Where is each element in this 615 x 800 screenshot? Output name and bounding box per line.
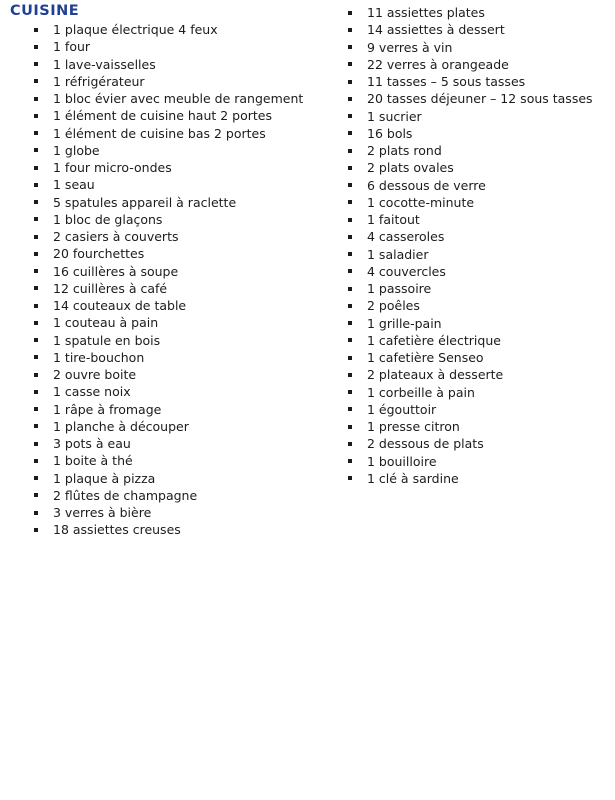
square-bullet-icon (34, 407, 38, 411)
list-item-text: 1 seau (53, 177, 95, 193)
list-item (348, 39, 593, 56)
square-bullet-icon (348, 407, 352, 411)
square-bullet-icon (348, 476, 352, 480)
square-bullet-icon (348, 287, 352, 291)
square-bullet-icon (34, 373, 38, 377)
list-item-text: 2 plats ovales (367, 160, 454, 176)
list-item-text: 14 couteaux de table (53, 298, 187, 313)
list-item (348, 401, 593, 418)
list-item (348, 108, 593, 125)
list-item-text: 1 cafetière Senseo (367, 350, 484, 365)
square-bullet-icon (34, 200, 38, 204)
list-item (34, 211, 303, 228)
list-item (348, 4, 593, 21)
list-item-text: 1 plaque électrique 4 feux (53, 22, 218, 37)
list-item-text: 1 planche à découper (53, 418, 189, 434)
square-bullet-icon (348, 459, 352, 463)
list-item (34, 21, 303, 38)
list-item-text: 11 tasses – 5 sous tasses (367, 74, 526, 89)
list-item (34, 383, 303, 400)
square-bullet-icon (348, 166, 352, 170)
square-bullet-icon (348, 28, 352, 32)
square-bullet-icon (34, 304, 38, 308)
list-item-text: 2 ouvre boite (53, 367, 137, 382)
list-item (34, 504, 303, 521)
list-item (34, 418, 303, 435)
square-bullet-icon (348, 321, 352, 325)
list-item-text: 1 passoire (367, 281, 432, 296)
list-item (34, 349, 303, 366)
list-item (34, 366, 303, 383)
square-bullet-icon (348, 218, 352, 222)
square-bullet-icon (348, 131, 352, 135)
list-item (34, 470, 303, 487)
list-item-text: 1 bloc évier avec meuble de rangement (53, 91, 304, 106)
list-item-text: 16 bols (367, 125, 413, 141)
square-bullet-icon (348, 114, 352, 118)
list-item-text: 9 verres à vin (367, 39, 453, 55)
square-bullet-icon (34, 28, 38, 32)
square-bullet-icon (34, 79, 38, 83)
list-item-text: 1 four micro-ondes (53, 160, 172, 175)
square-bullet-icon (348, 373, 352, 377)
list-item-text: 1 four (53, 39, 91, 55)
list-item (34, 280, 303, 297)
square-bullet-icon (34, 424, 38, 428)
list-item (348, 435, 593, 452)
square-bullet-icon (348, 149, 352, 153)
list-item (348, 90, 593, 107)
square-bullet-icon (348, 304, 352, 308)
list-item (348, 228, 593, 245)
list-item-text: 1 casse noix (53, 384, 131, 400)
square-bullet-icon (34, 442, 38, 446)
square-bullet-icon (348, 183, 352, 187)
list-item-text: 1 bouilloire (367, 453, 437, 469)
square-bullet-icon (348, 80, 352, 84)
list-item (348, 211, 593, 228)
list-item-text: 1 bloc de glaçons (53, 211, 163, 227)
square-bullet-icon (34, 321, 38, 325)
list-item (34, 176, 303, 193)
list-item (348, 280, 593, 297)
list-item-text: 20 fourchettes (53, 246, 145, 262)
square-bullet-icon (34, 252, 38, 256)
list-item-text: 1 clé à sardine (367, 470, 459, 486)
list-item (348, 349, 593, 366)
list-item-text: 1 plaque à pizza (53, 470, 156, 486)
list-item-text: 1 cafetière électrique (367, 332, 501, 348)
list-item-text: 1 couteau à pain (53, 315, 159, 331)
square-bullet-icon (348, 338, 352, 342)
list-item (348, 246, 593, 263)
list-item-text: 1 lave-vaisselles (53, 56, 156, 72)
list-item (348, 73, 593, 90)
list-item-text: 1 faitout (367, 212, 420, 227)
list-item (34, 125, 303, 142)
list-item (348, 366, 593, 383)
list-item (348, 177, 593, 194)
list-item (34, 263, 303, 280)
list-item-text: 20 tasses déjeuner – 12 sous tasses (367, 91, 593, 107)
list-item-text: 3 verres à bière (53, 505, 152, 520)
list-item (348, 21, 593, 38)
square-bullet-icon (34, 148, 38, 152)
list-item (34, 297, 303, 314)
list-item (34, 38, 303, 55)
list-item (348, 263, 593, 280)
list-item-text: 2 plats rond (367, 143, 442, 158)
square-bullet-icon (34, 476, 38, 480)
list-item-text: 2 plateaux à desserte (367, 367, 504, 383)
list-item-text: 1 grille-pain (367, 315, 442, 331)
square-bullet-icon (34, 459, 38, 463)
inventory-list-left-column (34, 21, 303, 539)
square-bullet-icon (34, 97, 38, 101)
list-item-text: 1 globe (53, 142, 100, 158)
square-bullet-icon (348, 45, 352, 49)
square-bullet-icon (34, 269, 38, 273)
list-item (348, 125, 593, 142)
list-item-text: 1 réfrigérateur (53, 73, 145, 89)
list-item-text: 12 cuillères à café (53, 280, 168, 296)
square-bullet-icon (348, 200, 352, 204)
square-bullet-icon (348, 269, 352, 273)
list-item-text: 1 élément de cuisine haut 2 portes (53, 108, 273, 124)
square-bullet-icon (348, 97, 352, 101)
square-bullet-icon (34, 493, 38, 497)
list-item (348, 470, 593, 487)
list-item (34, 332, 303, 349)
list-item (348, 56, 593, 73)
square-bullet-icon (34, 511, 38, 515)
list-item (34, 435, 303, 452)
square-bullet-icon (34, 45, 38, 49)
list-item-text: 5 spatules appareil à raclette (53, 194, 237, 210)
list-item (34, 401, 303, 418)
list-item (34, 245, 303, 262)
list-item (34, 90, 303, 107)
list-item-text: 1 égouttoir (367, 401, 437, 417)
list-item-text: 1 presse citron (367, 419, 460, 434)
list-item (348, 453, 593, 470)
list-item-text: 4 couvercles (367, 263, 446, 279)
square-bullet-icon (348, 356, 352, 360)
square-bullet-icon (34, 131, 38, 135)
square-bullet-icon (34, 166, 38, 170)
page-title: CUISINE (10, 3, 80, 19)
list-item-text: 1 élément de cuisine bas 2 portes (53, 125, 266, 141)
list-item (348, 194, 593, 211)
list-item (348, 142, 593, 159)
square-bullet-icon (34, 235, 38, 239)
list-item (34, 194, 303, 211)
list-item (348, 332, 593, 349)
list-item-text: 14 assiettes à dessert (367, 22, 505, 38)
list-item-text: 2 dessous de plats (367, 436, 484, 452)
list-item (348, 297, 593, 314)
square-bullet-icon (348, 390, 352, 394)
list-item-text: 18 assiettes creuses (53, 522, 181, 538)
list-item (348, 418, 593, 435)
list-item (34, 228, 303, 245)
list-item-text: 1 corbeille à pain (367, 384, 475, 400)
square-bullet-icon (34, 183, 38, 187)
list-item (34, 314, 303, 331)
list-item-text: 2 casiers à couverts (53, 229, 179, 244)
square-bullet-icon (348, 62, 352, 66)
list-item (34, 56, 303, 73)
list-item-text: 2 poêles (367, 298, 420, 314)
square-bullet-icon (348, 425, 352, 429)
list-item (348, 159, 593, 176)
list-item-text: 16 cuillères à soupe (53, 263, 179, 279)
list-item-text: 22 verres à orangeade (367, 56, 509, 72)
list-item (34, 159, 303, 176)
square-bullet-icon (34, 114, 38, 118)
list-item (34, 487, 303, 504)
square-bullet-icon (34, 390, 38, 394)
inventory-list-right-column (348, 4, 593, 487)
list-item (348, 384, 593, 401)
list-item-text: 3 pots à eau (53, 436, 131, 451)
square-bullet-icon (34, 528, 38, 532)
square-bullet-icon (348, 235, 352, 239)
square-bullet-icon (348, 442, 352, 446)
list-item-text: 1 spatule en bois (53, 332, 161, 348)
list-item-text: 2 flûtes de champagne (53, 487, 198, 503)
square-bullet-icon (34, 62, 38, 66)
square-bullet-icon (348, 11, 352, 15)
list-item-text: 1 cocotte-minute (367, 194, 475, 210)
list-item (34, 521, 303, 538)
list-item-text: 1 sucrier (367, 108, 422, 124)
list-item (34, 142, 303, 159)
list-item-text: 6 dessous de verre (367, 177, 486, 193)
list-item-text: 11 assiettes plates (367, 5, 485, 20)
list-item (34, 452, 303, 469)
square-bullet-icon (34, 338, 38, 342)
list-item-text: 1 boite à thé (53, 453, 133, 469)
list-item (34, 73, 303, 90)
list-item-text: 1 râpe à fromage (53, 401, 162, 417)
square-bullet-icon (34, 217, 38, 221)
list-item (348, 315, 593, 332)
list-item-text: 1 saladier (367, 246, 429, 262)
list-item-text: 1 tire-bouchon (53, 349, 145, 365)
list-item (34, 107, 303, 124)
list-item-text: 4 casseroles (367, 229, 445, 245)
square-bullet-icon (34, 355, 38, 359)
square-bullet-icon (34, 286, 38, 290)
square-bullet-icon (348, 252, 352, 256)
